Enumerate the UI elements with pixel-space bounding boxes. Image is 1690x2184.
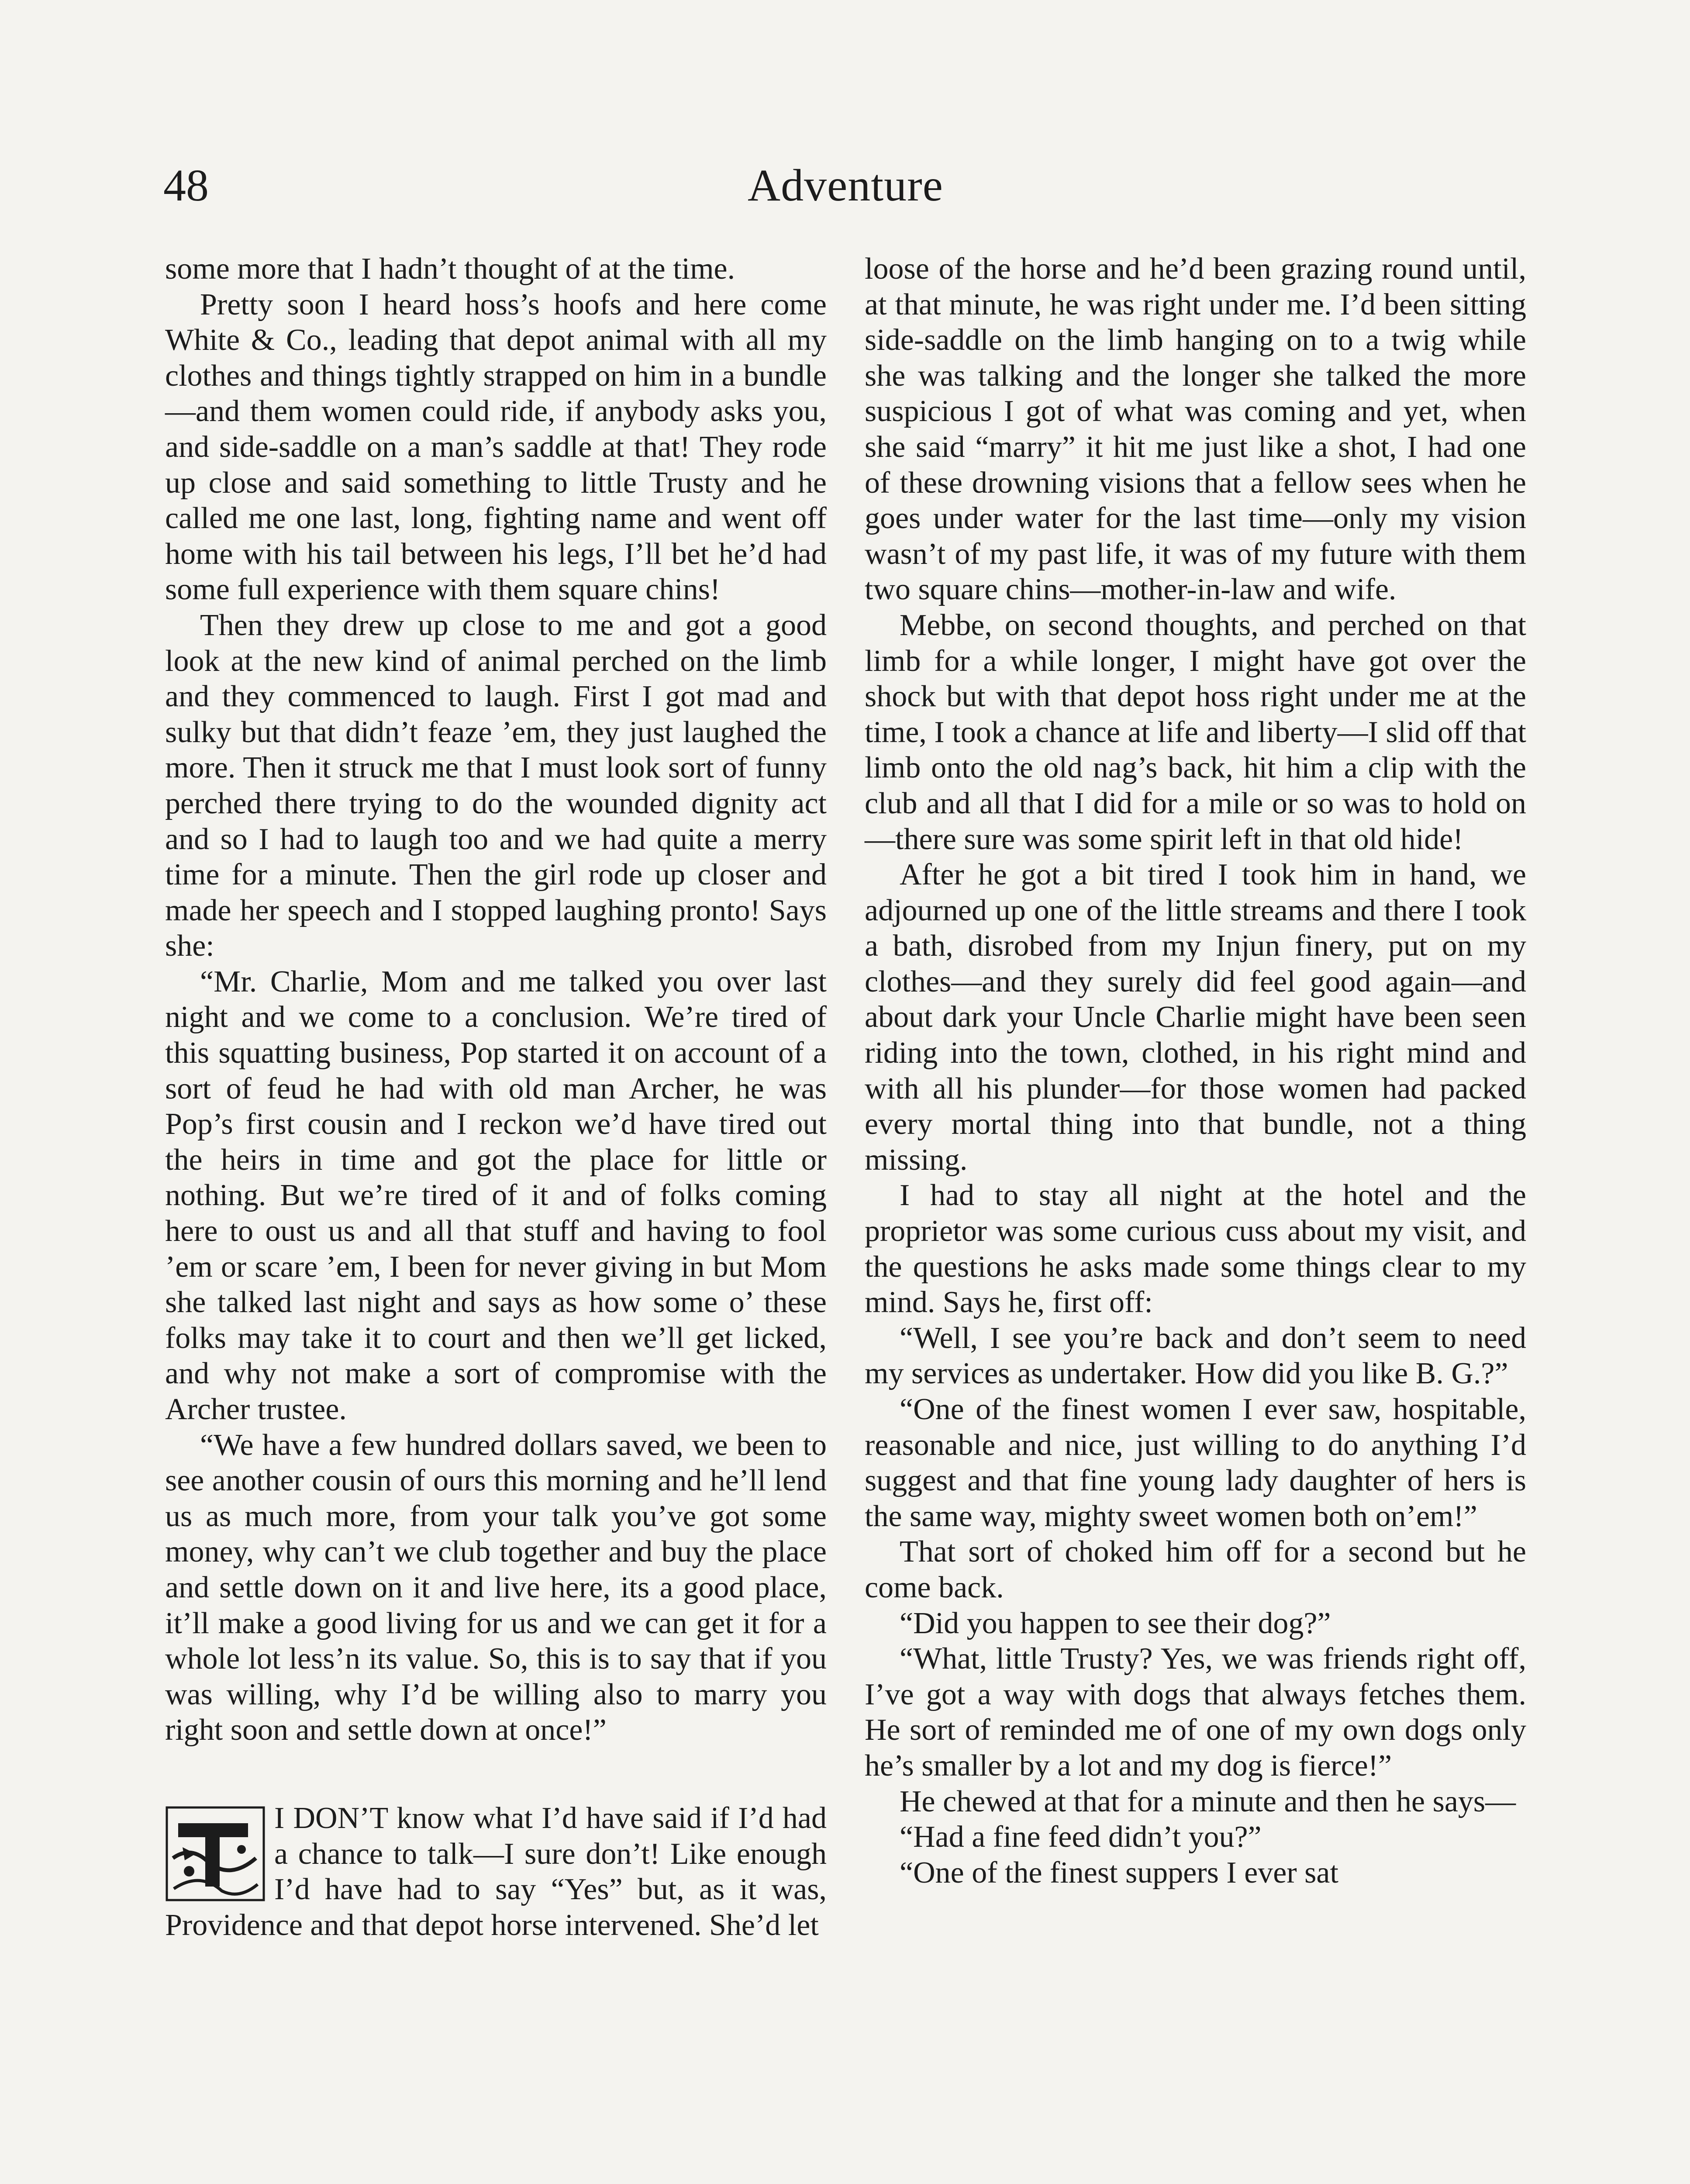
paragraph: “Mr. Charlie, Mom and me talked you over last night and we come to a conclusion. We’re tired of this squatting business, Pop started it on account of a sort of feud he had with old man Archer, he was Pop’s first cousin and I reckon we’d have tired out the heirs in time and got the place for little or nothing. But we’re tired of it and of folks coming here to oust us and all that stuff and having to fool ’em or scare ’em, I been for never giving in but Mom she talked last night and says as how some o’ these folks may take it to court and then we’ll get licked, and why not make a sort of compromise with the Archer trustee.	[165, 964, 827, 1426]
paragraph: After he got a bit tired I took him in hand, we adjourned up one of the little streams and there I took a bath, disrobed from my Injun finery, put on my clothes—and they surely did feel good again—and about dark your Uncle Charlie might have been seen riding into the town, clothed, in his right mind and with all his plunder—for those women had packed every mortal thing into that bundle, not a thing missing.	[865, 858, 1526, 1177]
page-header	[163, 155, 1528, 216]
paragraph: “Well, I see you’re back and don’t seem to need my services as undertaker. How did you like B. G.?”	[865, 1321, 1526, 1391]
paragraph: “Did you happen to see their dog?”	[900, 1606, 1331, 1640]
paragraph: Mebbe, on second thoughts, and perched on that limb for a while longer, I might have got over the shock but with that depot hoss right under me at the time, I took a chance at life and liberty—I slid off that limb onto the old nag’s back, hit him a clip with the club and all that I did for a mile or so was to hold on—there sure was some spirit left in that old hide!	[865, 608, 1526, 856]
paragraph: “We have a few hundred dollars saved, we been to see another cousin of ours this morning and he’ll lend us as much more, from your talk you’ve got some money, why can’t we club together and buy the place and settle down on it and live here, its a good place, it’ll make a good living for us and we can get it for a whole lot less’n its value. So, this is to say that if you was willing, why I’d be willing also to marry you right soon and settle down at once!”	[165, 1428, 827, 1747]
paragraph: “Had a fine feed didn’t you?”	[900, 1820, 1262, 1854]
page-number: 48	[163, 160, 209, 211]
paragraph: Then they drew up close to me and got a good look at the new kind of animal perched on the limb and they commenced to laugh. First I got mad and sulky but that didn’t feaze ’em, they just laughed the more. Then it struck me that I must look sort of funny perched there trying to do the wounded dignity act and so I had to laugh too and we had quite a merry time for a minute. Then the girl rode up closer and made her speech and I stopped laughing pronto! Says she:	[165, 608, 827, 963]
drop-cap-paragraph	[165, 1800, 827, 1943]
left-column	[165, 251, 827, 1943]
running-head-title: Adventure	[748, 160, 943, 211]
paragraph: He chewed at that for a minute and then he says—	[900, 1784, 1516, 1818]
paragraph: loose of the horse and he’d been grazing round until, at that minute, he was right under me. I’d been sitting side-saddle on the limb hanging on to a twig while she was talking and the longer she talked the more suspicious I got of what was coming and yet, when she said “marry” it hit me just like a shot, I had one of these drowning visions that a fellow sees when he goes under water for the last time—only my vision wasn’t of my past life, it was of my future with them two square chins—mother-in-law and wife.	[865, 252, 1526, 607]
right-column	[865, 251, 1526, 1890]
paragraph: “One of the finest women I ever saw, hospitable, reasonable and nice, just willing to do anything I’d suggest and that fine young lady daughter of hers is the same way, mighty sweet women both on’em!”	[865, 1393, 1526, 1533]
paragraph: I had to stay all night at the hotel and the proprietor was some curious cuss about my visit, and the questions he asks made some things clear to my mind. Says he, first off:	[865, 1178, 1526, 1320]
paragraph: Pretty soon I heard hoss’s hoofs and here come White & Co., leading that depot animal with all my clothes and things tightly strapped on him in a bundle—and them women could ride, if anybody asks you, and side-saddle on a man’s saddle at that! They rode up close and said something to little Trusty and he called me one last, long, fighting name and went off home with his tail between his legs, I’ll bet he’d had some full experience with them square chins!	[165, 287, 827, 607]
paragraph: That sort of choked him off for a second but he come back.	[865, 1535, 1526, 1604]
paragraph: “One of the finest suppers I ever sat	[900, 1856, 1338, 1890]
paragraph: some more that I hadn’t thought of at the time.	[165, 252, 735, 286]
paragraph: “What, little Trusty? Yes, we was friends right off, I’ve got a way with dogs that always fetches them. He sort of reminded me of one of my own dogs only he’s smaller by a lot and my dog is fierce!”	[865, 1642, 1526, 1783]
ornamental-drop-cap-icon	[165, 1806, 266, 1902]
drop-cap-paragraph-text: I DON’T know what I’d have said if I’d had a chance to talk—I sure don’t! Like enough I’d have had to say “Yes” but, as it was, Providence and that depot horse intervened. She’d let	[165, 1801, 827, 1942]
